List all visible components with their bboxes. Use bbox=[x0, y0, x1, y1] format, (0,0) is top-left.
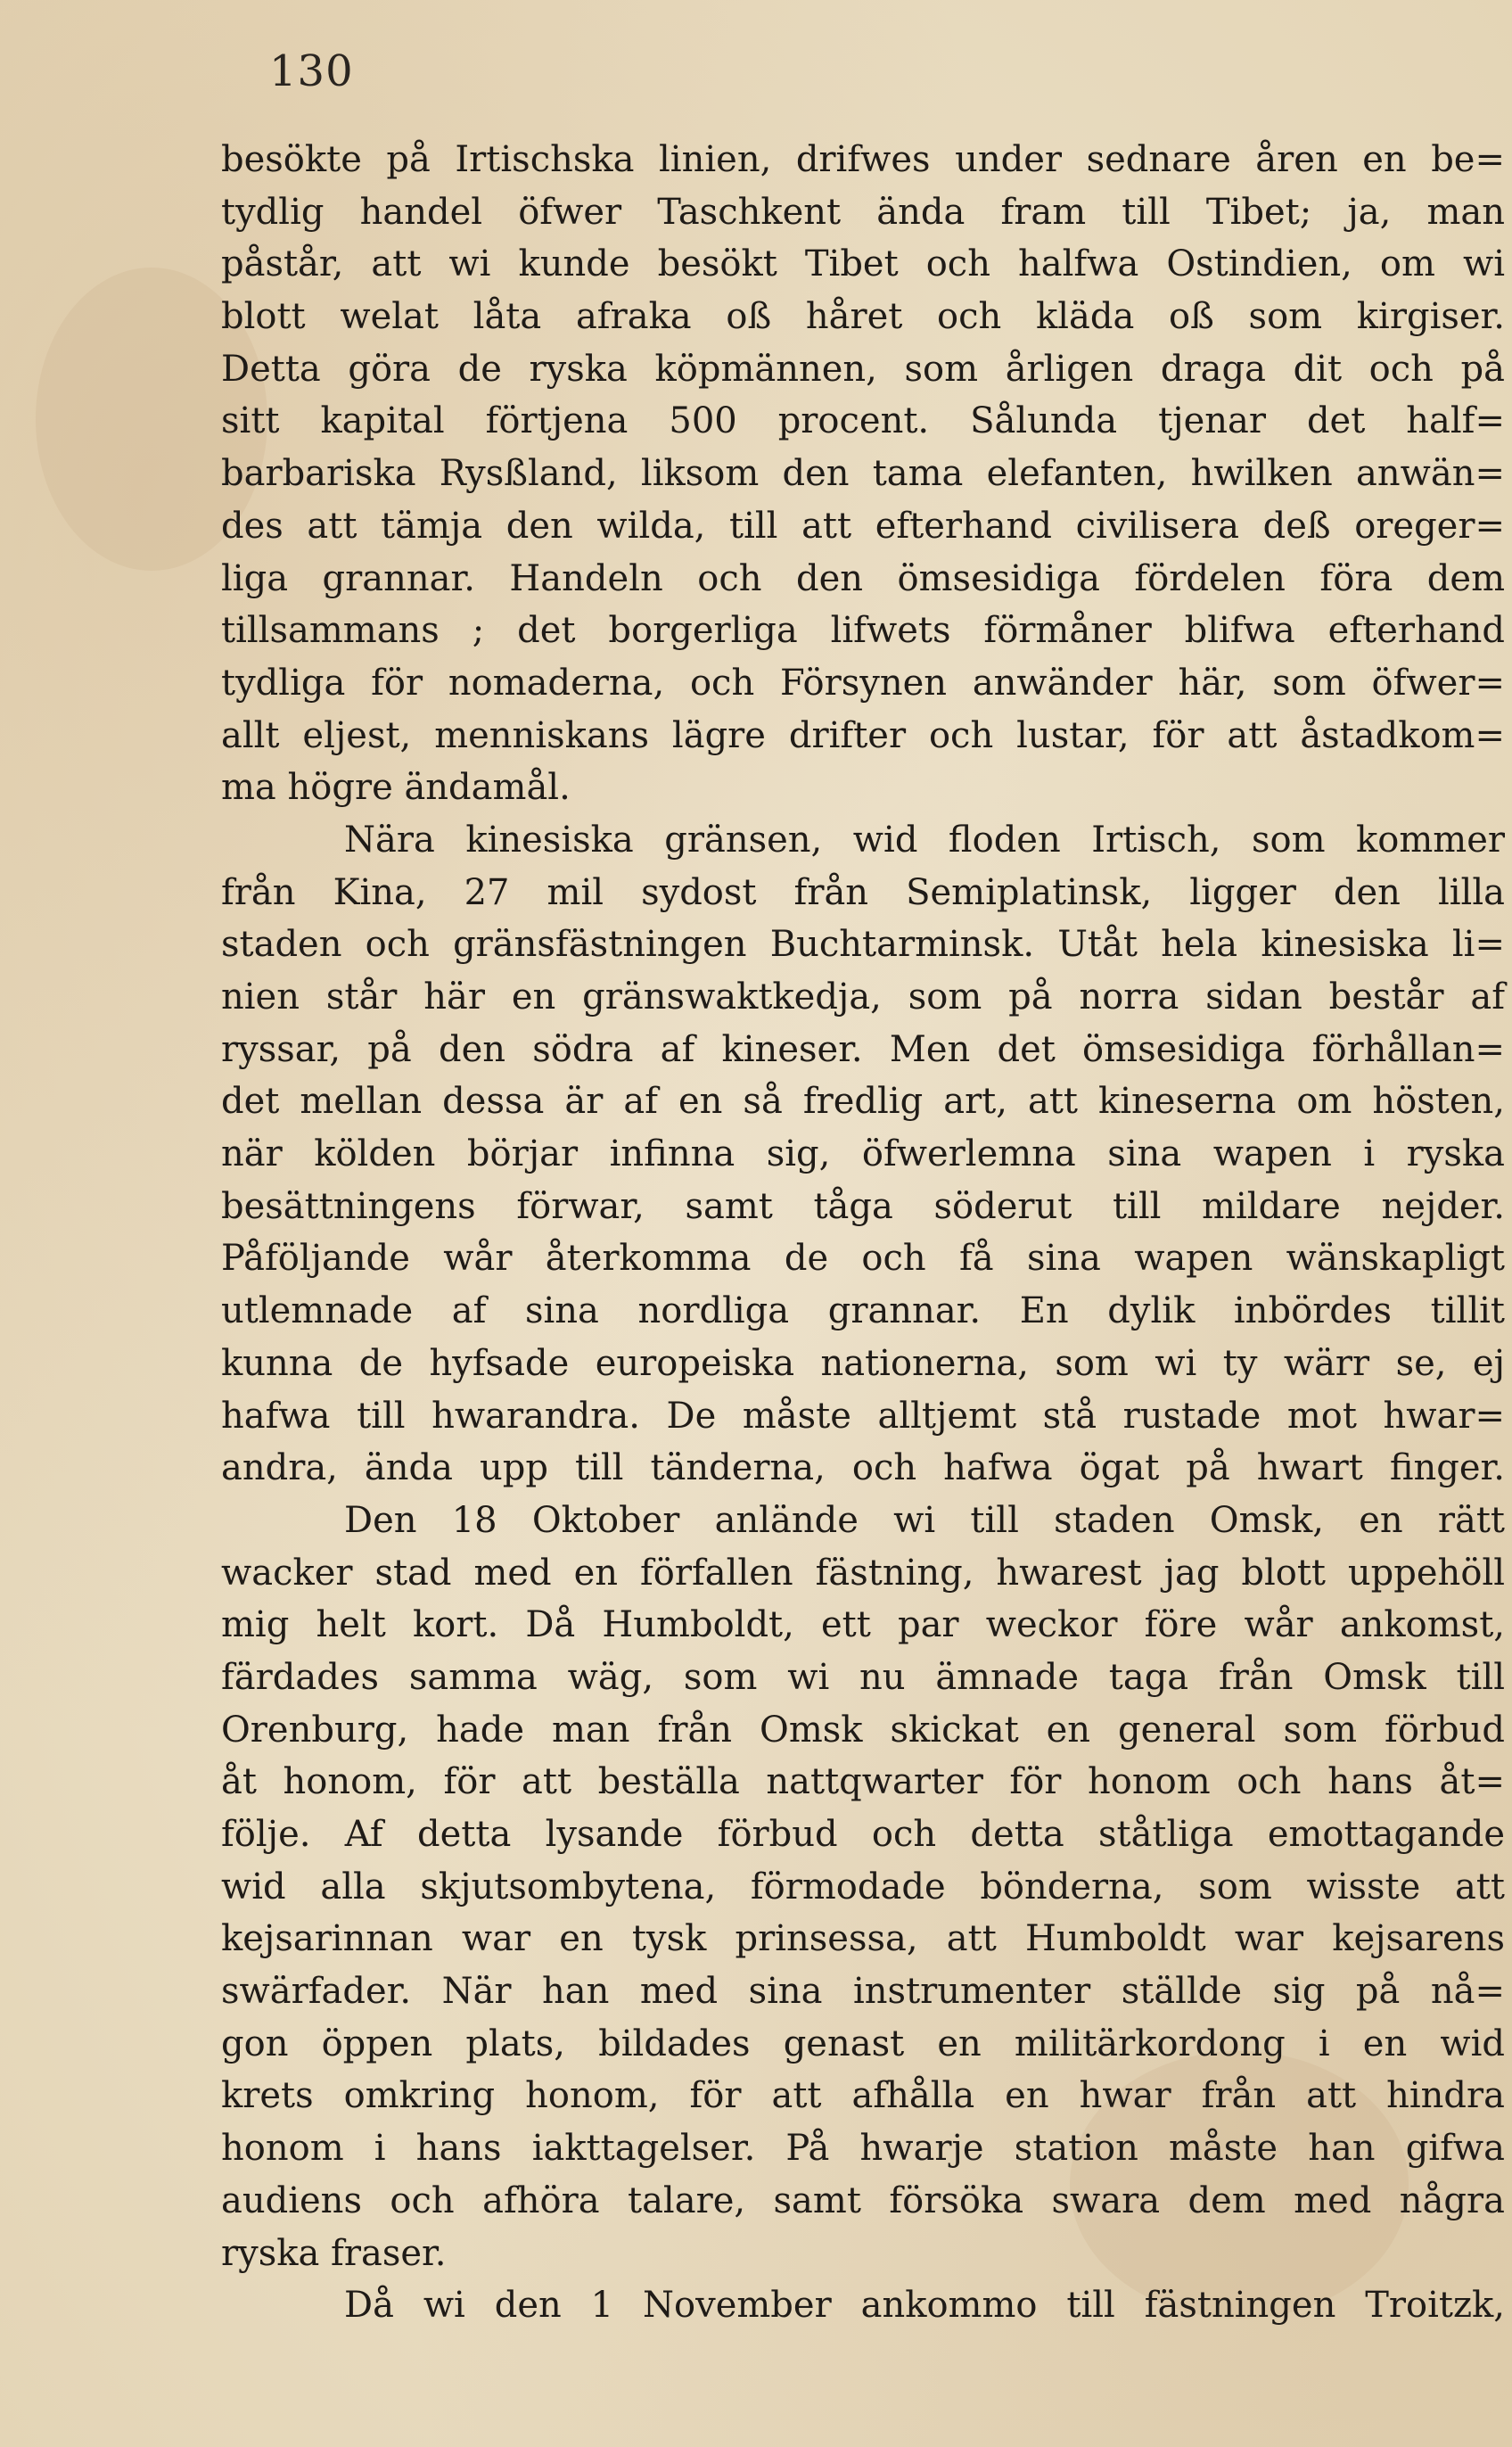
text-line: ma högre ändamål. bbox=[221, 767, 571, 809]
text-line: kunna de hyfsade europeiska nationerna, som wi ty wärr se, ej bbox=[221, 1342, 1505, 1384]
text-line: krets omkring honom, för att afhålla en hwar från att hindra bbox=[221, 2075, 1505, 2117]
text-line: det mellan dessa är af en så fredlig art, att kineserna om hösten, bbox=[221, 1081, 1505, 1123]
text-line: honom i hans iakttagelser. På hwarje station måste han gifwa bbox=[221, 2128, 1505, 2170]
paragraph-start-line: Nära kinesiska gränsen, wid floden Irtisch, som kommer bbox=[344, 819, 1505, 861]
text-line: åt honom, för att beställa nattqwarter för honom och hans åt= bbox=[221, 1761, 1505, 1803]
text-line: nien står här en gränswaktkedja, som på norra sidan består af bbox=[221, 976, 1505, 1018]
paragraph-start-line: Då wi den 1 November ankommo till fästningen Troitzk, bbox=[344, 2285, 1505, 2327]
text-line: från Kina, 27 mil sydost från Semiplatinsk, ligger den lilla bbox=[221, 871, 1505, 913]
text-line: ryssar, på den södra af kineser. Men det ömsesidiga förhållan= bbox=[221, 1028, 1505, 1070]
text-line: Orenburg, hade man från Omsk skickat en general som förbud bbox=[221, 1709, 1505, 1751]
text-line: färdades samma wäg, som wi nu ämnade taga från Omsk till bbox=[221, 1656, 1505, 1698]
text-line: gon öppen plats, bildades genast en militärkordong i en wid bbox=[221, 2023, 1505, 2064]
text-line: wid alla skjutsombytena, förmodade bönderna, som wisste att bbox=[221, 1866, 1505, 1907]
body-text bbox=[221, 134, 1505, 2332]
text-line: allt eljest, menniskans lägre drifter och lustar, för att åstadkom= bbox=[221, 714, 1505, 756]
text-line: sitt kapital förtjena 500 procent. Sålunda tjenar det half= bbox=[221, 400, 1505, 442]
text-line: Påföljande wår återkomma de och få sina wapen wänskapligt bbox=[221, 1238, 1505, 1280]
text-line: mig helt kort. Då Humboldt, ett par weckor före wår ankomst, bbox=[221, 1604, 1505, 1646]
text-line: när kölden börjar infinna sig, öfwerlemna sina wapen i ryska bbox=[221, 1133, 1505, 1175]
text-line: des att tämja den wilda, till att efterhand civilisera deß oreger= bbox=[221, 505, 1505, 547]
text-line: besökte på Irtischska linien, drifwes under sednare åren en be= bbox=[221, 139, 1505, 180]
text-line: andra, ända upp till tänderna, och hafwa ögat på hwart finger. bbox=[221, 1447, 1505, 1489]
text-line: tydlig handel öfwer Taschkent ända fram till Tibet; ja, man bbox=[221, 191, 1505, 233]
text-line: swärfader. När han med sina instrumenter ställde sig på nå= bbox=[221, 1971, 1505, 2013]
text-line: kejsarinnan war en tysk prinsessa, att Humboldt war kejsarens bbox=[221, 1918, 1505, 1960]
text-line: blott welat låta afraka oß håret och kläda oß som kirgiser. bbox=[221, 296, 1505, 338]
paragraph-start-line: Den 18 Oktober anlände wi till staden Omsk, en rätt bbox=[344, 1499, 1505, 1541]
text-line: tydliga för nomaderna, och Försynen anwänder här, som öfwer= bbox=[221, 662, 1505, 704]
text-line: följe. Af detta lysande förbud och detta ståtliga emottagande bbox=[221, 1814, 1505, 1855]
page-number: 130 bbox=[269, 46, 354, 96]
text-line: påstår, att wi kunde besökt Tibet och halfwa Ostindien, om wi bbox=[221, 243, 1505, 285]
text-line: liga grannar. Handeln och den ömsesidiga fördelen föra dem bbox=[221, 557, 1505, 599]
text-line: Detta göra de ryska köpmännen, som årligen draga dit och på bbox=[221, 348, 1505, 390]
text-line: audiens och afhöra talare, samt försöka swara dem med några bbox=[221, 2179, 1505, 2221]
text-line: barbariska Rysßland, liksom den tama elefanten, hwilken anwän= bbox=[221, 453, 1505, 495]
text-line: tillsammans ; det borgerliga lifwets förmåner blifwa efterhand bbox=[221, 610, 1505, 652]
text-line: besättningens förwar, samt tåga söderut till mildare nejder. bbox=[221, 1185, 1505, 1227]
text-line: utlemnade af sina nordliga grannar. En dylik inbördes tillit bbox=[221, 1290, 1505, 1332]
text-line: wacker stad med en förfallen fästning, hwarest jag blott uppehöll bbox=[221, 1552, 1505, 1594]
text-line: ryska fraser. bbox=[221, 2232, 447, 2274]
text-line: hafwa till hwarandra. De måste alltjemt stå rustade mot hwar= bbox=[221, 1395, 1505, 1437]
text-line: staden och gränsfästningen Buchtarminsk. Utåt hela kinesiska li= bbox=[221, 924, 1505, 966]
